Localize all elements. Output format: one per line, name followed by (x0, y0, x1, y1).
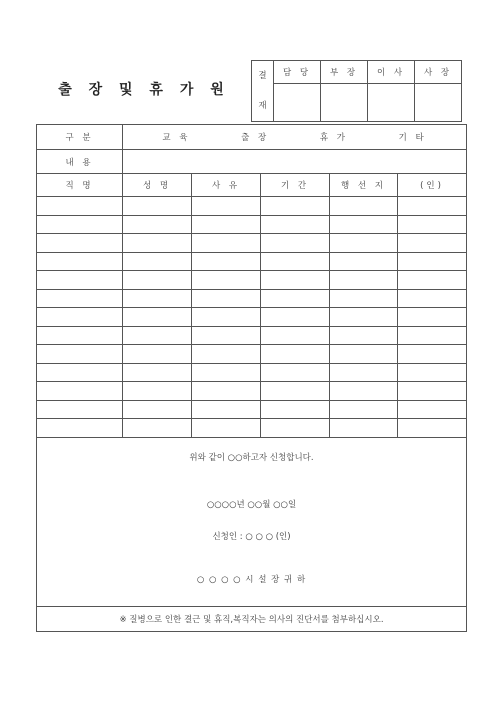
category-education[interactable]: 교 육 (162, 133, 191, 143)
table-row (37, 400, 467, 419)
table-cell[interactable] (330, 382, 398, 401)
table-cell[interactable] (192, 382, 261, 401)
table-cell[interactable] (398, 382, 467, 401)
category-label: 구 분 (37, 125, 123, 150)
table-cell[interactable] (123, 234, 192, 253)
col-seal: (인) (398, 174, 467, 197)
table-cell[interactable] (37, 215, 123, 234)
table-cell[interactable] (123, 215, 192, 234)
table-cell[interactable] (398, 234, 467, 253)
sign-box-director[interactable] (368, 84, 415, 122)
table-cell[interactable] (37, 345, 123, 364)
table-cell[interactable] (192, 252, 261, 271)
table-cell[interactable] (123, 289, 192, 308)
category-business-trip[interactable]: 출 장 (241, 133, 270, 143)
footnote: ※ 질병으로 인한 결근 및 휴직,복직자는 의사의 진단서를 첨부하십시오. (37, 606, 467, 631)
col-position: 직 명 (37, 174, 123, 197)
table-cell[interactable] (123, 345, 192, 364)
table-cell[interactable] (261, 289, 330, 308)
table-cell[interactable] (37, 382, 123, 401)
table-cell[interactable] (261, 197, 330, 216)
table-cell[interactable] (261, 271, 330, 290)
table-cell[interactable] (123, 252, 192, 271)
table-cell[interactable] (261, 400, 330, 419)
table-cell[interactable] (330, 308, 398, 327)
table-cell[interactable] (123, 419, 192, 438)
table-cell[interactable] (37, 326, 123, 345)
table-cell[interactable] (123, 363, 192, 382)
table-cell[interactable] (330, 197, 398, 216)
table-cell[interactable] (192, 215, 261, 234)
table-cell[interactable] (330, 252, 398, 271)
table-cell[interactable] (123, 308, 192, 327)
table-cell[interactable] (37, 400, 123, 419)
table-cell[interactable] (330, 271, 398, 290)
table-cell[interactable] (192, 419, 261, 438)
statement-line: 위와 같이 ○○하고자 신청합니다. (189, 452, 314, 463)
table-cell[interactable] (261, 382, 330, 401)
col-name: 성 명 (123, 174, 192, 197)
table-cell[interactable] (123, 197, 192, 216)
table-cell[interactable] (398, 345, 467, 364)
statement-applicant: 신청인 : ○ ○ ○ (인) (212, 531, 291, 542)
table-cell[interactable] (37, 363, 123, 382)
table-row (37, 271, 467, 290)
table-cell[interactable] (330, 215, 398, 234)
approval-role-president: 사 장 (415, 61, 462, 84)
statement-date: ○○○○년 ○○월 ○○일 (206, 499, 297, 510)
table-cell[interactable] (37, 271, 123, 290)
table-cell[interactable] (37, 289, 123, 308)
table-cell[interactable] (398, 215, 467, 234)
table-cell[interactable] (398, 419, 467, 438)
table-cell[interactable] (261, 419, 330, 438)
table-cell[interactable] (398, 326, 467, 345)
table-row (37, 289, 467, 308)
table-cell[interactable] (261, 345, 330, 364)
table-cell[interactable] (261, 234, 330, 253)
table-cell[interactable] (261, 308, 330, 327)
table-cell[interactable] (398, 289, 467, 308)
table-row (37, 363, 467, 382)
statement-area (37, 437, 467, 606)
table-cell[interactable] (123, 271, 192, 290)
table-cell[interactable] (37, 252, 123, 271)
table-cell[interactable] (123, 326, 192, 345)
sign-box-president[interactable] (415, 84, 462, 122)
table-cell[interactable] (330, 400, 398, 419)
approval-role-staff: 담 당 (274, 61, 321, 84)
sign-box-manager[interactable] (321, 84, 368, 122)
table-cell[interactable] (192, 271, 261, 290)
table-cell[interactable] (330, 419, 398, 438)
table-row (37, 234, 467, 253)
approval-table (251, 60, 462, 122)
table-cell[interactable] (330, 289, 398, 308)
table-row (37, 308, 467, 327)
approval-label: 결 재 (252, 61, 274, 122)
table-cell[interactable] (192, 308, 261, 327)
table-cell[interactable] (398, 197, 467, 216)
table-row (37, 326, 467, 345)
table-cell[interactable] (37, 234, 123, 253)
table-row (37, 345, 467, 364)
table-cell[interactable] (261, 363, 330, 382)
table-row (37, 252, 467, 271)
table-cell[interactable] (261, 215, 330, 234)
approval-role-director: 이 사 (368, 61, 415, 84)
application-table (36, 124, 467, 632)
col-period: 기 간 (261, 174, 330, 197)
table-cell[interactable] (192, 345, 261, 364)
table-cell[interactable] (192, 326, 261, 345)
table-row (37, 382, 467, 401)
table-row (37, 419, 467, 438)
table-cell[interactable] (330, 234, 398, 253)
table-cell[interactable] (37, 308, 123, 327)
approval-role-manager: 부 장 (321, 61, 368, 84)
table-cell[interactable] (398, 308, 467, 327)
table-row (37, 215, 467, 234)
category-options (123, 125, 467, 150)
table-cell[interactable] (398, 252, 467, 271)
table-cell[interactable] (192, 400, 261, 419)
table-cell[interactable] (123, 382, 192, 401)
table-cell[interactable] (330, 326, 398, 345)
statement-recipient: ○ ○ ○ ○ 시 설 장 귀 하 (196, 574, 307, 585)
table-cell[interactable] (398, 363, 467, 382)
col-destination: 행 선 지 (330, 174, 398, 197)
table-cell[interactable] (123, 400, 192, 419)
table-cell[interactable] (261, 252, 330, 271)
form-title: 출 장 및 휴 가 원 (58, 82, 230, 98)
table-cell[interactable] (261, 326, 330, 345)
table-cell[interactable] (398, 400, 467, 419)
col-reason: 사 유 (192, 174, 261, 197)
table-cell[interactable] (192, 197, 261, 216)
category-other[interactable]: 기 타 (398, 133, 427, 143)
table-cell[interactable] (192, 289, 261, 308)
table-row (37, 197, 467, 216)
sign-box-staff[interactable] (274, 84, 321, 122)
table-cell[interactable] (398, 271, 467, 290)
table-cell[interactable] (37, 197, 123, 216)
content-field[interactable] (123, 150, 467, 174)
table-cell[interactable] (37, 419, 123, 438)
table-cell[interactable] (330, 345, 398, 364)
table-cell[interactable] (192, 234, 261, 253)
content-label: 내 용 (37, 150, 123, 174)
category-leave[interactable]: 휴 가 (319, 133, 348, 143)
table-cell[interactable] (330, 363, 398, 382)
table-cell[interactable] (192, 363, 261, 382)
